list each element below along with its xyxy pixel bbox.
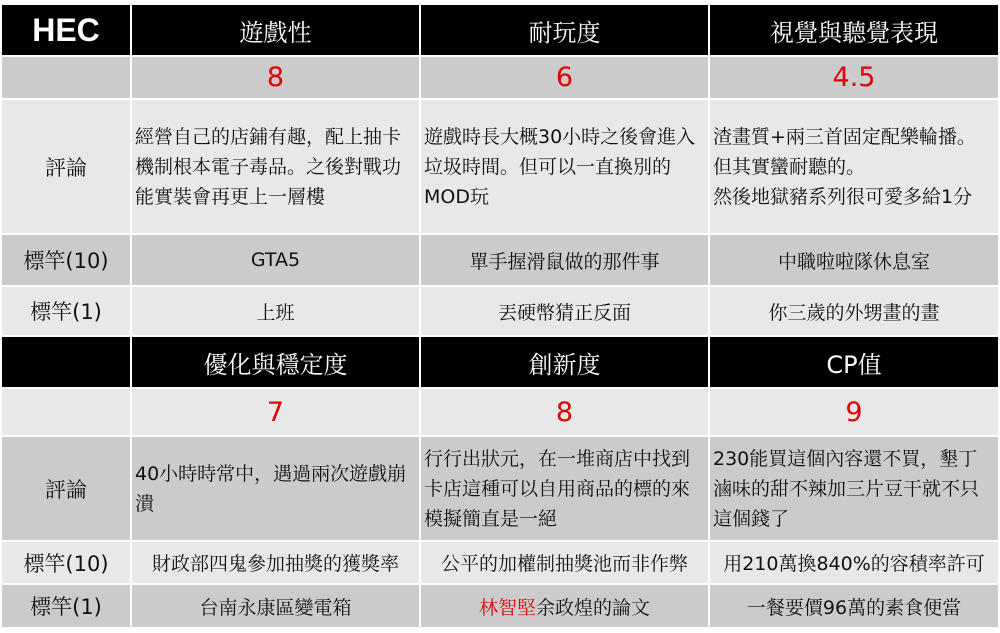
score-value: 6 [421,57,708,98]
comment-label: 評論 [2,437,130,540]
comment-row-2 [2,437,998,540]
header-replayability: 耐玩度 [421,5,708,55]
comment-row [2,100,998,233]
benchmark10-label: 標竿(10) [2,542,130,583]
comment-text: 遊戲時長大概30小時之後會進入垃圾時間。但可以一直換別的MOD玩 [421,100,708,233]
benchmark10-text: 單手握滑鼠做的那件事 [421,235,708,285]
comment-text: 經營自己的店鋪有趣，配上抽卡機制根本電子毒品。之後對戰功能實裝會再更上一層樓 [132,100,419,233]
comment-label: 評論 [2,100,130,233]
benchmark1-text: 丟硬幣猜正反面 [421,287,708,335]
review-table [0,3,1000,629]
header-empty [2,337,130,387]
score-row [2,57,998,98]
score-value: 7 [132,389,419,435]
score-value: 9 [710,389,998,435]
benchmark1-text: 台南永康區變電箱 [132,585,419,627]
score-row-2 [2,389,998,435]
benchmark1-label: 標竿(1) [2,585,130,627]
benchmark1-text: 你三歲的外甥畫的畫 [710,287,998,335]
benchmark1-label: 標竿(1) [2,287,130,335]
benchmark1-text [421,585,708,627]
score-value: 8 [132,57,419,98]
benchmark10-text: 中職啦啦隊休息室 [710,235,998,285]
benchmark1-text: 上班 [132,287,419,335]
benchmark10-row-2 [2,542,998,583]
benchmark1-text: 一餐要價96萬的素食便當 [710,585,998,627]
benchmark10-text: GTA5 [132,235,419,285]
header-audiovisual: 視覺與聽覺表現 [710,5,998,55]
benchmark10-text: 用210萬換840%的容積率許可 [710,542,998,583]
score-value: 8 [421,389,708,435]
benchmark10-label: 標竿(10) [2,235,130,285]
header-row [2,5,998,55]
comment-text: 行行出狀元，在一堆商店中找到卡店這種可以自用商品的標的來模擬簡直是一絕 [421,437,708,540]
score-label-cell [2,57,130,98]
comment-text: 渣畫質+兩三首固定配樂輪播。 但其實蠻耐聽的。 然後地獄豬系列很可愛多給1分 [710,100,998,233]
header-row-2 [2,337,998,387]
score-value: 4.5 [710,57,998,98]
benchmark10-text: 財政部四鬼參加抽獎的獲獎率 [132,542,419,583]
benchmark1-row-2 [2,585,998,627]
benchmark10-text: 公平的加權制抽獎池而非作弊 [421,542,708,583]
header-gameplay: 遊戲性 [132,5,419,55]
benchmark1-text-rest: 余政煌的論文 [536,596,651,619]
highlighted-name: 林智堅 [478,596,536,619]
comment-text: 40小時時常中，遇過兩次遊戲崩潰 [132,437,419,540]
comment-text: 230能買這個內容還不買，墾丁滷味的甜不辣加三片豆干就不只這個錢了 [710,437,998,540]
header-innovation: 創新度 [421,337,708,387]
benchmark10-row [2,235,998,285]
benchmark1-row [2,287,998,335]
brand-label: HEC [2,5,130,55]
score-label-cell [2,389,130,435]
header-value: CP值 [710,337,998,387]
header-optimization: 優化與穩定度 [132,337,419,387]
